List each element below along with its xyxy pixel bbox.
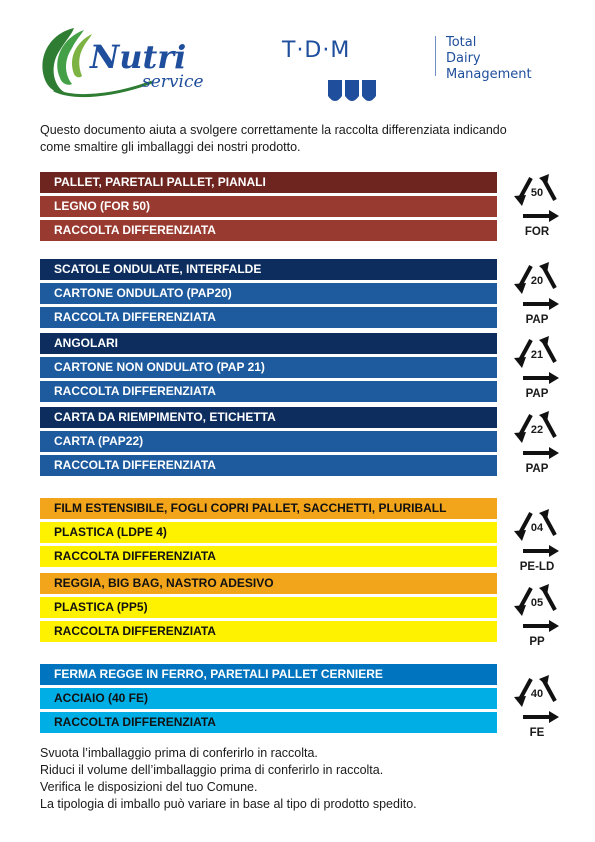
symbol-code: 21 [530, 349, 544, 361]
material-group-non-corrugated [40, 333, 497, 405]
dairy-drops-icon [322, 78, 382, 106]
tdm-line-total: Total [446, 35, 477, 50]
disposal-bar: RACCOLTA DIFFERENZIATA [40, 546, 497, 567]
disposal-bar: RACCOLTA DIFFERENZIATA [40, 621, 497, 642]
recycling-symbol-pp [505, 580, 569, 648]
material-group-paper [40, 407, 497, 479]
material-group-pp [40, 573, 497, 645]
symbol-code: 05 [530, 597, 544, 609]
material-code-bar: LEGNO (FOR 50) [40, 196, 497, 217]
disposal-bar: RACCOLTA DIFFERENZIATA [40, 220, 497, 241]
recycling-symbol-pap22 [505, 407, 569, 475]
material-code-bar: CARTA (PAP22) [40, 431, 497, 452]
material-code-bar: CARTONE NON ONDULATO (PAP 21) [40, 357, 497, 378]
material-code-bar: PLASTICA (PP5) [40, 597, 497, 618]
material-group-ldpe [40, 498, 497, 570]
footer-line: Verifica le disposizioni del tuo Comune. [40, 780, 258, 794]
recycling-symbol-pap21 [505, 332, 569, 400]
footer-notes [40, 745, 560, 813]
nutri-service-logo [34, 20, 214, 100]
material-group-wood [40, 172, 497, 244]
item-description-bar: FERMA REGGE IN FERRO, PARETALI PALLET CERNIERE [40, 664, 497, 685]
material-code-bar: CARTONE ONDULATO (PAP20) [40, 283, 497, 304]
recycling-symbol-ldpe [505, 505, 569, 573]
intro-text: Questo documento aiuta a svolgere correttamente la raccolta differenziata indicando come smaltire gli imballaggi dei nostri prodotto. [40, 123, 507, 154]
tdm-letters: T·D·M [282, 38, 351, 63]
symbol-code: 04 [530, 522, 544, 534]
item-description-bar: CARTA DA RIEMPIMENTO, ETICHETTA [40, 407, 497, 428]
footer-line: Svuota l’imballaggio prima di conferirlo in raccolta. [40, 746, 318, 760]
symbol-label: PE-LD [519, 561, 555, 573]
symbol-label: PP [529, 636, 545, 648]
nutri-wordmark: Nutri [90, 38, 187, 76]
item-description-bar: ANGOLARI [40, 333, 497, 354]
disposal-bar: RACCOLTA DIFFERENZIATA [40, 307, 497, 328]
symbol-code: 50 [530, 187, 544, 199]
material-code-bar: PLASTICA (LDPE 4) [40, 522, 497, 543]
material-group-corrugated [40, 259, 497, 331]
symbol-code: 40 [530, 688, 544, 700]
item-description-bar: REGGIA, BIG BAG, NASTRO ADESIVO [40, 573, 497, 594]
symbol-label: PAP [525, 463, 549, 475]
tdm-logo [282, 30, 572, 110]
symbol-label: PAP [525, 314, 549, 326]
symbol-label: PAP [525, 388, 549, 400]
symbol-label: FOR [524, 226, 550, 238]
material-code-bar: ACCIAIO (40 FE) [40, 688, 497, 709]
item-description-bar: SCATOLE ONDULATE, INTERFALDE [40, 259, 497, 280]
item-description-bar: FILM ESTENSIBILE, FOGLI COPRI PALLET, SACCHETTI, PLURIBALL [40, 498, 497, 519]
disposal-bar: RACCOLTA DIFFERENZIATA [40, 712, 497, 733]
tdm-tagline [446, 35, 532, 83]
item-description-bar: PALLET, PARETALI PALLET, PIANALI [40, 172, 497, 193]
tdm-line-dairy: Dairy [446, 51, 481, 66]
symbol-code: 22 [530, 424, 544, 436]
footer-line: Riduci il volume dell’imballaggio prima di conferirlo in raccolta. [40, 763, 384, 777]
disposal-bar: RACCOLTA DIFFERENZIATA [40, 455, 497, 476]
material-group-steel [40, 664, 497, 736]
symbol-code: 20 [530, 275, 544, 287]
service-wordmark: service [142, 72, 204, 92]
disposal-bar: RACCOLTA DIFFERENZIATA [40, 381, 497, 402]
symbol-label: FE [529, 727, 545, 739]
recycling-symbol-for [505, 170, 569, 238]
recycling-symbol-pap20 [505, 258, 569, 326]
recycling-symbol-fe [505, 671, 569, 739]
tdm-line-management: Management [446, 67, 532, 82]
footer-line: La tipologia di imballo può variare in base al tipo di prodotto spedito. [40, 797, 417, 811]
tdm-divider [435, 36, 436, 76]
